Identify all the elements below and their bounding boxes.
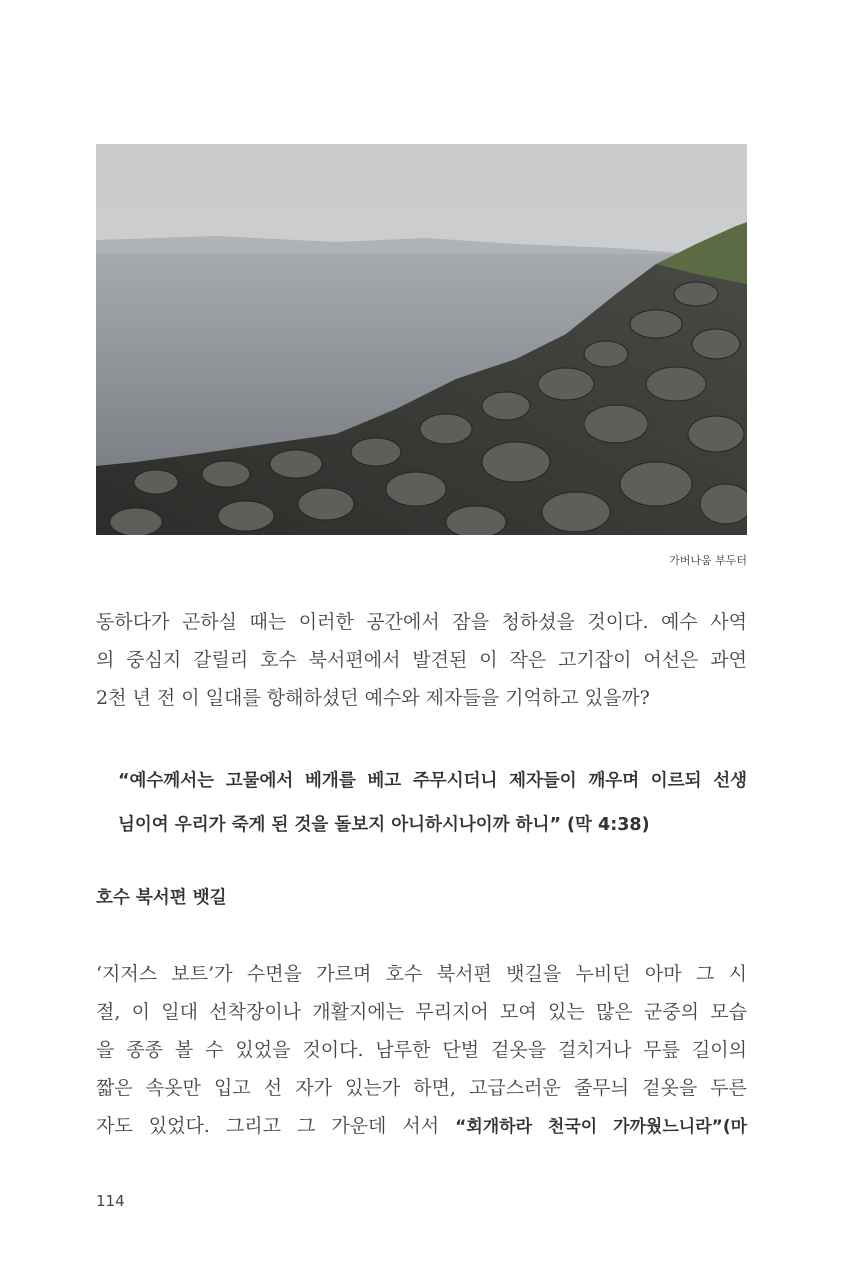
text-line-last (96, 1107, 747, 1145)
text-run: 자도 있었다. 그리고 그 가운데 서서 (96, 1115, 456, 1137)
lakeshore-photo (96, 144, 747, 535)
bold-scripture-phrase: “회개하라 천국이 가까웠느니라” (455, 1117, 723, 1137)
text-line: 2천 년 전 이 일대를 항해하셨던 예수와 제자들을 기억하고 있을까? (96, 687, 650, 709)
text-line: 동하다가 곤하실 때는 이러한 공간에서 잠을 청하셨을 것이다. 예수 사역 (96, 611, 747, 633)
paragraph-2 (96, 955, 747, 1145)
quote-line: “예수께서는 고물에서 베개를 베고 주무시더니 제자들이 깨우며 이르되 선생 (118, 771, 747, 791)
text-line: 짧은 속옷만 입고 선 자가 있는가 하면, 고급스러운 줄무늬 겉옷을 두른 (96, 1077, 747, 1099)
text-line: ‘지저스 보트’가 수면을 가르며 호수 북서편 뱃길을 누비던 아마 그 시 (96, 963, 747, 985)
photo-caption: 가버나움 부두터 (669, 554, 747, 567)
quote-line: 님이여 우리가 죽게 된 것을 돌보지 아니하시나이까 하니” (막 4:38) (118, 815, 650, 835)
text-line: 절, 이 일대 선착장이나 개활지에는 무리지어 모여 있는 많은 군중의 모습 (96, 1001, 747, 1023)
text-line: 의 중심지 갈릴리 호수 북서편에서 발견된 이 작은 고기잡이 어선은 과연 (96, 649, 747, 671)
scripture-quote (118, 759, 747, 847)
page-number: 114 (96, 1192, 125, 1210)
text-line: 을 종종 볼 수 있었을 것이다. 남루한 단벌 겉옷을 걸치거나 무릎 길이의 (96, 1039, 747, 1061)
text-run: (마 (722, 1117, 748, 1137)
paragraph-1 (96, 603, 747, 717)
section-heading: 호수 북서편 뱃길 (96, 888, 227, 908)
